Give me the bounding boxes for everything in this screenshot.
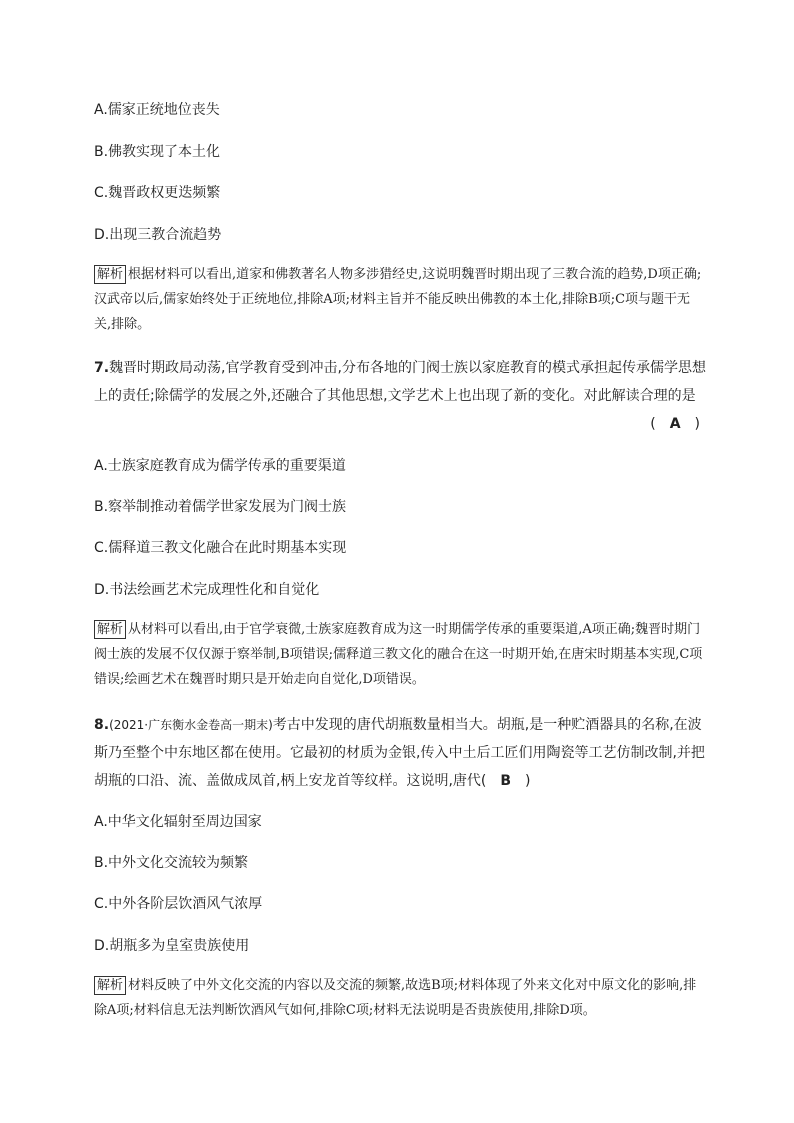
q8-stem-text: 考古中发现的唐代胡瓶数量相当大。胡瓶,是一种贮酒器具的名称,在波斯乃至整个中东地区都在使用。它最初的材质为金银,传入中土后工匠们用陶瓷等工艺仿制改制,并把胡瓶的口沿、流、盖做成凤首,柄上安龙首等纹样。这说明,唐代	[94, 717, 705, 789]
q6-analysis-text: 根据材料可以看出,道家和佛教著名人物多涉猎经史,这说明魏晋时期出现了三教合流的趋势,D项正确;汉武帝以后,儒家始终处于正统地位,排除A项;材料主旨并不能反映出佛教的本土化,排除B项;C项与题干无关,排除。	[94, 267, 702, 332]
q8-stem	[94, 711, 706, 795]
analysis-tag: 解析	[94, 265, 126, 284]
q7-option-b: B.察举制推动着儒学世家发展为门阀士族	[94, 499, 347, 515]
q6-option-c: C.魏晋政权更迭频繁	[94, 185, 221, 201]
q8-answer: ( B )	[480, 773, 531, 789]
q7-analysis	[94, 617, 706, 692]
q6-option-a: A.儒家正统地位丧失	[94, 102, 220, 118]
q8-answer-letter: B	[500, 773, 512, 789]
q8-option-c: C.中外各阶层饮酒风气浓厚	[94, 896, 263, 912]
q8-option-a: A.中华文化辐射至周边国家	[94, 814, 262, 830]
q8-number: 8.	[94, 717, 110, 733]
q8-source: (2021·广东衡水金卷高一期末)	[109, 718, 273, 732]
analysis-tag: 解析	[94, 976, 126, 995]
q7-stem-text: 魏晋时期政局动荡,官学教育受到冲击,分布各地的门阀士族以家庭教育的模式承担起传承儒学思想上的责任;除儒学的发展之外,还融合了其他思想,文学艺术上也出现了新的变化。对此解读合理的是	[94, 360, 706, 404]
q8-option-b: B.中外文化交流较为频繁	[94, 855, 249, 871]
q8-analysis-text: 材料反映了中外文化交流的内容以及交流的频繁,故选B项;材料体现了外来文化对中原文化的影响,排除A项;材料信息无法判断饮酒风气如何,排除C项;材料无法说明是否贵族使用,排除D项。	[94, 978, 697, 1018]
q7-stem	[94, 354, 706, 438]
q7-option-d: D.书法绘画艺术完成理性化和自觉化	[94, 582, 320, 598]
q7-number: 7.	[94, 360, 110, 376]
q6-analysis	[94, 262, 706, 337]
q7-answer: ( A )	[650, 416, 700, 432]
q6-option-b: B.佛教实现了本土化	[94, 144, 221, 160]
q7-answer-letter: A	[669, 416, 681, 432]
q6-option-d: D.出现三教合流趋势	[94, 227, 222, 243]
q7-option-a: A.士族家庭教育成为儒学传承的重要渠道	[94, 458, 346, 474]
q7-option-c: C.儒释道三教文化融合在此时期基本实现	[94, 540, 347, 556]
q7-analysis-text: 从材料可以看出,由于官学衰微,士族家庭教育成为这一时期儒学传承的重要渠道,A项正确;魏晋时期门阀士族的发展不仅仅源于察举制,B项错误;儒释道三教文化的融合在这一时期开始,在唐宋时期基本实现,C项错误;绘画艺术在魏晋时期只是开始走向自觉化,D项错误。	[94, 622, 703, 687]
q8-analysis	[94, 973, 706, 1023]
analysis-tag: 解析	[94, 620, 126, 639]
q8-option-d: D.胡瓶多为皇室贵族使用	[94, 938, 250, 954]
